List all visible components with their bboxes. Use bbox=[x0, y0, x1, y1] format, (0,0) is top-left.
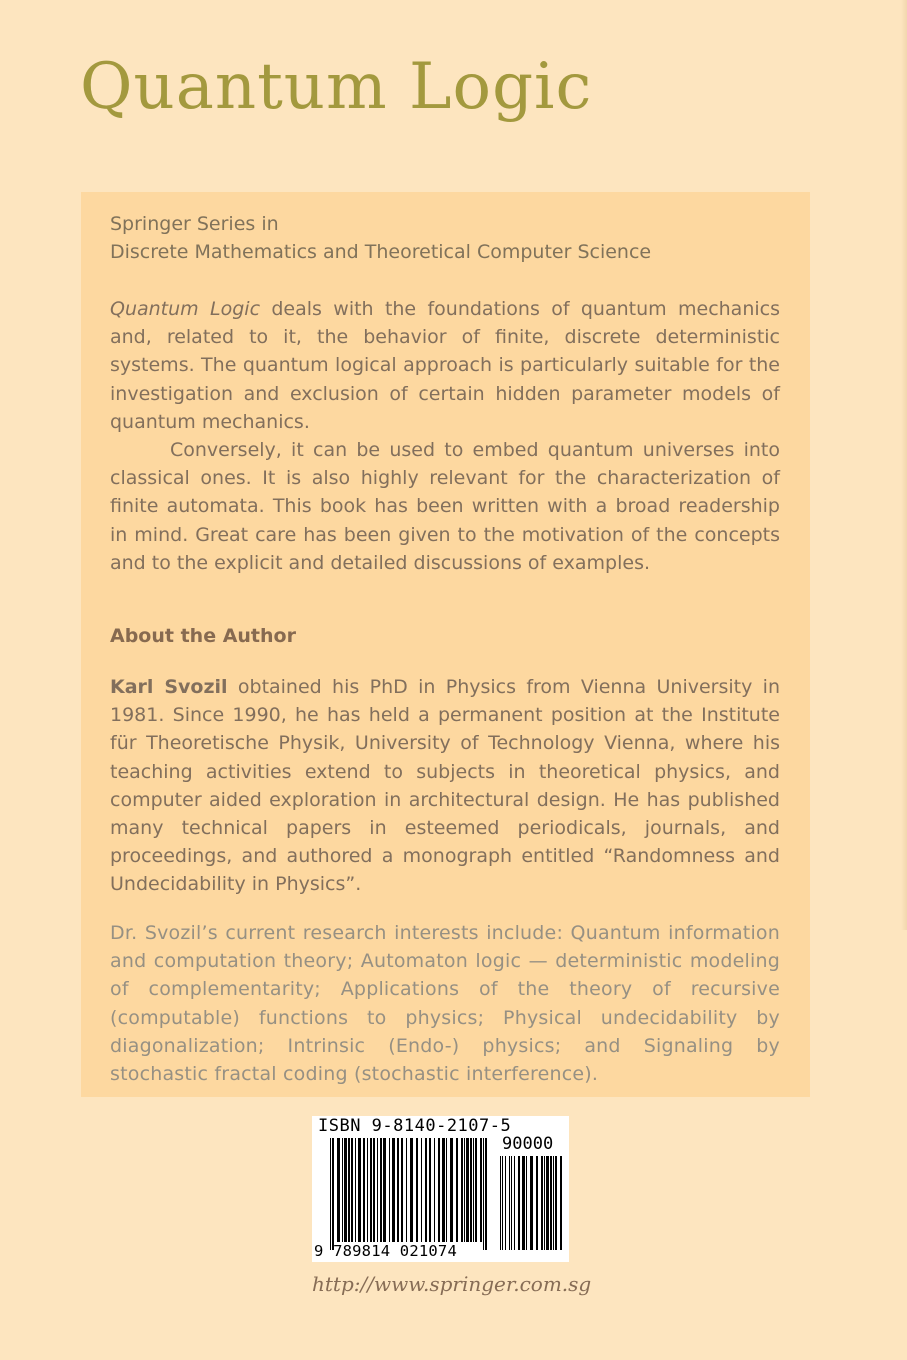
barcode-bar bbox=[550, 1156, 552, 1250]
barcode-bar bbox=[518, 1156, 520, 1250]
barcode-bar bbox=[485, 1138, 487, 1250]
barcode-bar bbox=[466, 1138, 469, 1242]
description-paragraph-2: Conversely, it can be used to embed quantum universes into classical ones. It is also highly relevant for the characterization of finite automata. This book has been written with a broad readership in mind. Great care has been given to the motivation of the concepts and to the explicit and detailed discussions of examples. bbox=[110, 439, 780, 574]
barcode-bar bbox=[337, 1138, 340, 1242]
author-bio-text: obtained his PhD in Physics from Vienna University in 1981. Since 1990, he has held a permanent position at the Institute für Theoretische Physik, University of Technology Vienna, where his teaching activities extend to subjects in theoretical physics, and computer aided exploration in architectural design. He has published many technical papers in esteemed periodicals, journals, and proceedings, and authored a monograph entitled “Randomness and Undecidability in Physics”. bbox=[110, 676, 780, 896]
barcode-bar bbox=[370, 1138, 372, 1242]
barcode-bar bbox=[330, 1138, 331, 1250]
barcode-bar bbox=[383, 1138, 386, 1242]
barcode-bar bbox=[522, 1156, 525, 1250]
barcode-bar bbox=[421, 1138, 422, 1242]
barcode-bar bbox=[530, 1156, 533, 1250]
author-name: Karl Svozil bbox=[110, 676, 228, 698]
book-title: Quantum Logic bbox=[80, 50, 593, 124]
research-interests: Dr. Svozil’s current research interests include: Quantum information and computation theory; Automaton logic — deterministic modeling of complementarity; Applications of the theory of recursive (computable) functions to physics; Physical undecidability by diagonalization; Intrinsic (Endo-) physics; and Signaling by stochastic fractal coding (stochastic interference). bbox=[110, 922, 780, 1086]
barcode-bar bbox=[377, 1138, 378, 1242]
barcode-bar bbox=[536, 1156, 538, 1250]
page-edge-shadow bbox=[901, 0, 907, 930]
price-addon-digits: 90000 bbox=[502, 1134, 554, 1154]
barcode-bar bbox=[344, 1138, 347, 1242]
barcode-bar bbox=[464, 1138, 465, 1242]
barcode-bar bbox=[480, 1138, 482, 1242]
barcode-bar bbox=[351, 1138, 353, 1242]
author-bio bbox=[110, 673, 780, 899]
barcode-bar bbox=[509, 1156, 510, 1250]
series-name bbox=[110, 210, 651, 266]
about-author-heading: About the Author bbox=[110, 625, 296, 647]
barcode-bar bbox=[514, 1156, 515, 1250]
barcode-bar bbox=[526, 1156, 527, 1250]
barcode-bar bbox=[475, 1138, 477, 1242]
barcode-bar bbox=[380, 1138, 382, 1242]
ean-digits: 9 789814 021074 bbox=[314, 1242, 457, 1260]
barcode-bar bbox=[389, 1138, 390, 1242]
series-line-1: Springer Series in bbox=[110, 213, 279, 235]
barcode-bar bbox=[541, 1156, 543, 1250]
barcode-bar bbox=[416, 1138, 418, 1242]
barcode-bar bbox=[461, 1138, 463, 1242]
barcode-bar bbox=[546, 1156, 549, 1250]
barcode-bar bbox=[456, 1138, 458, 1242]
barcode-bar bbox=[505, 1156, 506, 1250]
barcode-bar bbox=[363, 1138, 365, 1242]
barcode-bar bbox=[348, 1138, 350, 1242]
barcode-bar bbox=[332, 1138, 334, 1250]
barcode-bar bbox=[446, 1138, 447, 1242]
barcode-bar bbox=[434, 1138, 435, 1242]
barcode-bar bbox=[555, 1156, 557, 1250]
description-paragraph-1 bbox=[110, 295, 780, 436]
barcode-bar bbox=[355, 1138, 356, 1242]
barcode-bar bbox=[470, 1138, 472, 1242]
isbn-number: ISBN 9-8140-2107-5 bbox=[318, 1116, 512, 1136]
barcode-bar bbox=[473, 1138, 474, 1242]
isbn-barcode bbox=[312, 1116, 569, 1262]
barcode-bar bbox=[410, 1138, 413, 1242]
book-title-italic: Quantum Logic bbox=[110, 298, 261, 320]
barcode-bar bbox=[358, 1138, 361, 1242]
barcode-bar bbox=[429, 1138, 431, 1242]
barcode-bar bbox=[553, 1156, 554, 1250]
barcode-bar bbox=[373, 1138, 375, 1242]
barcode-bar bbox=[367, 1138, 368, 1242]
publisher-url[interactable]: http://www.springer.com.sg bbox=[312, 1272, 592, 1296]
barcode-bar bbox=[560, 1156, 562, 1250]
barcode-bar bbox=[401, 1138, 403, 1242]
barcode-bar bbox=[502, 1156, 503, 1250]
barcode-bar bbox=[392, 1138, 395, 1242]
description-text-1: deals with the foundations of quantum mechanics and, related to it, the behavior of finite, discrete deterministic systems. The quantum logical approach is particularly suitable for the investigation and exclusion of certain hidden parameter models of quantum mechanics. bbox=[110, 298, 780, 433]
barcode-bar bbox=[406, 1138, 407, 1242]
barcode-bar bbox=[450, 1138, 453, 1242]
barcode-bar bbox=[511, 1156, 512, 1250]
barcode-bar bbox=[483, 1138, 484, 1250]
barcode-bar bbox=[397, 1138, 399, 1242]
barcode-bar bbox=[544, 1156, 545, 1250]
barcode-bar bbox=[500, 1156, 501, 1250]
series-line-2: Discrete Mathematics and Theoretical Computer Science bbox=[110, 241, 652, 263]
barcode-bar bbox=[442, 1138, 445, 1242]
barcode-bar bbox=[342, 1138, 343, 1242]
barcode-bar bbox=[425, 1138, 427, 1242]
barcode-bar bbox=[438, 1138, 440, 1242]
